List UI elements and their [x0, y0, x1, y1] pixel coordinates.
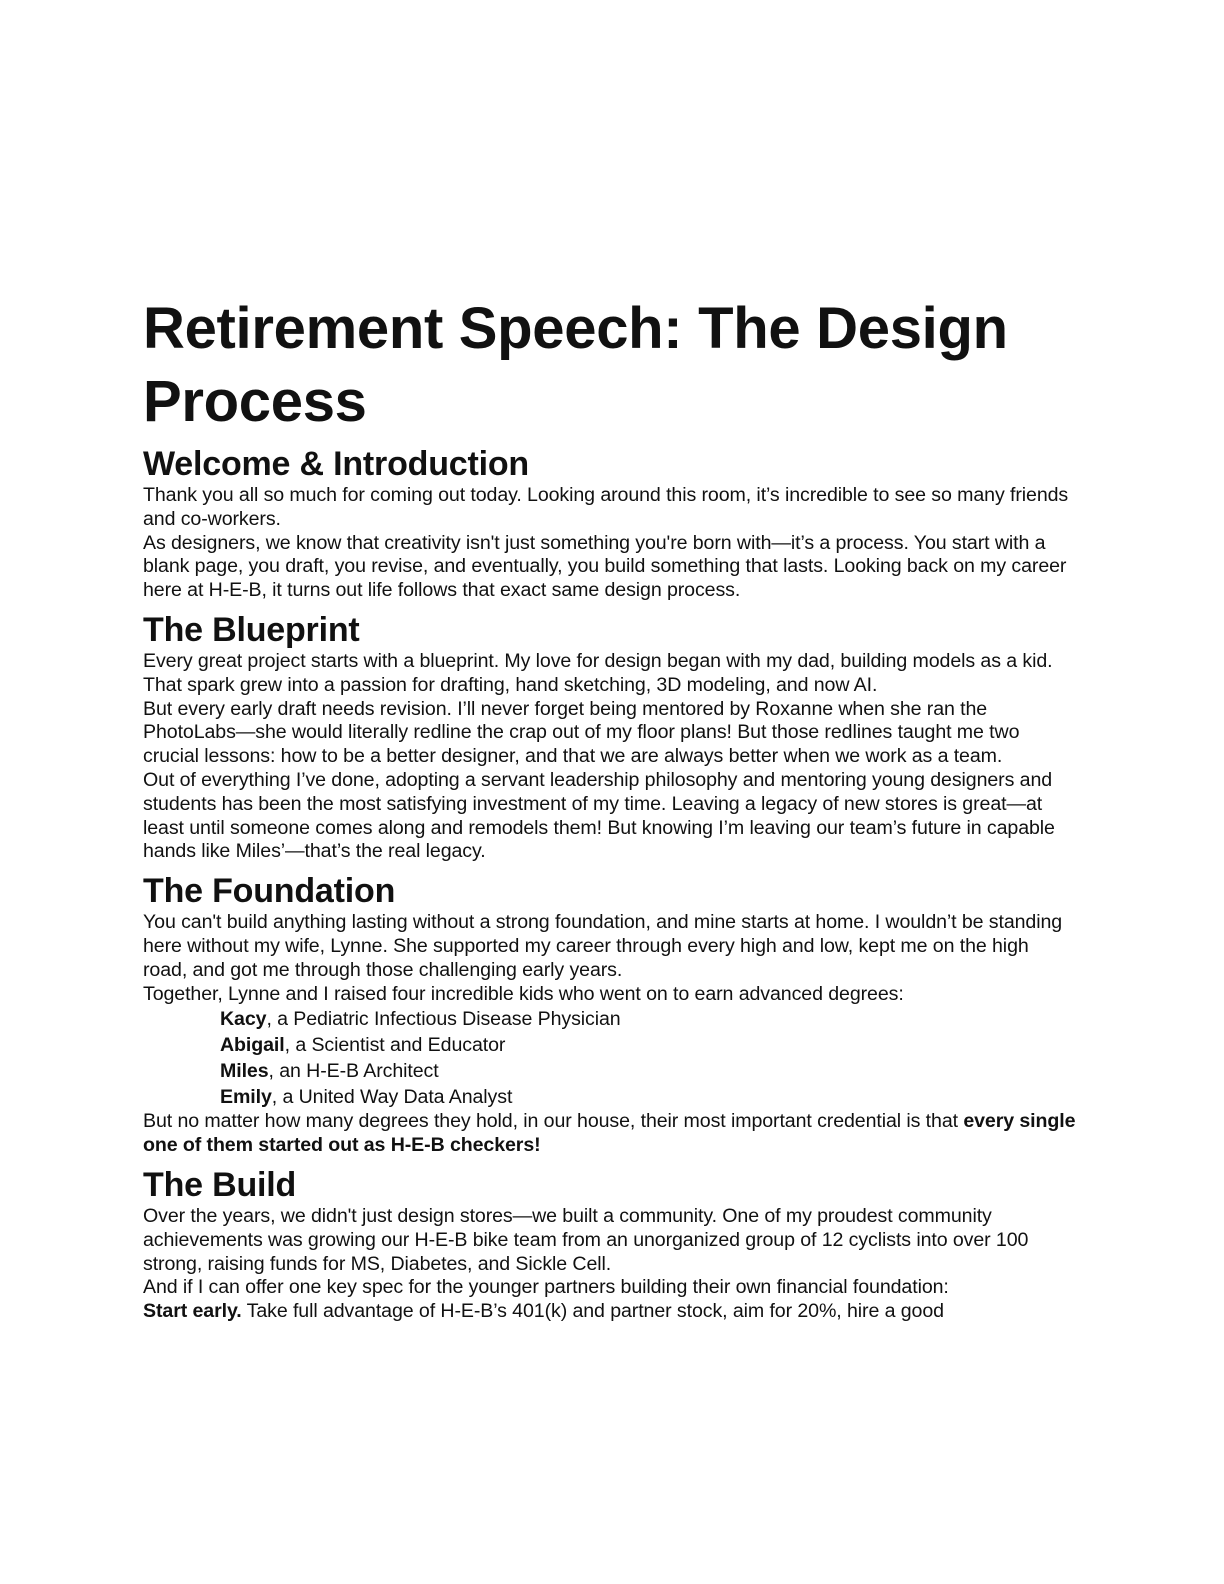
kid-description: , a Scientist and Educator — [284, 1034, 506, 1057]
kids-list — [143, 1006, 1078, 1110]
kid-name: Miles — [220, 1060, 269, 1083]
paragraph-text: But no matter how many degrees they hold, in our house, their most important credential is that — [143, 1110, 964, 1133]
paragraph — [143, 1300, 1078, 1324]
section-foundation — [143, 871, 1078, 1158]
document-page — [143, 292, 1078, 1324]
section-heading-foundation: The Foundation — [143, 872, 396, 911]
section-build — [143, 1165, 1078, 1324]
list-item — [220, 1006, 1078, 1032]
section-heading-welcome: Welcome & Introduction — [143, 445, 529, 483]
paragraph — [143, 1110, 1078, 1158]
list-item — [220, 1058, 1078, 1084]
list-item — [220, 1032, 1078, 1058]
paragraph: Thank you all so much for coming out today. Looking around this room, it’s incredible to see so many friends and co-workers. — [143, 484, 1069, 530]
section-welcome — [143, 444, 1078, 603]
paragraph: As designers, we know that creativity isn't just something you're born with—it’s a process. You start with a blank page, you draft, you revise, and eventually, you build something that lasts. Looking back on my career here at H-E-B, it turns out life follows that exact same design process. — [143, 531, 1067, 602]
paragraph: Together, Lynne and I raised four incredible kids who went on to earn advanced degrees: — [143, 982, 904, 1005]
emphasis-text: Start early. — [143, 1300, 242, 1323]
kid-name: Abigail — [220, 1034, 285, 1057]
paragraph-text: Take full advantage of H-E-B’s 401(k) and partner stock, aim for 20%, hire a good — [241, 1300, 944, 1323]
document-title: Retirement Speech: The Design Process — [143, 296, 1008, 434]
paragraph: Out of everything I’ve done, adopting a servant leadership philosophy and mentoring young designers and students has been the most satisfying investment of my time. Leaving a legacy of new stores is great—at least until someone comes along and remodels them! But knowing I’m leaving our team’s future in capable hands like Miles’—that’s the real legacy. — [143, 768, 1055, 863]
paragraph: You can't build anything lasting without a strong foundation, and mine starts at home. I wouldn’t be standing here without my wife, Lynne. She supported my career through every high and low, kept me on the high road, and got me through those challenging early years. — [143, 911, 1063, 981]
paragraph: Over the years, we didn't just design stores—we built a community. One of my proudest community achievements was growing our H-E-B bike team from an unorganized group of 12 cyclists into over 100 strong, raising funds for MS, Diabetes, and Sickle Cell. — [143, 1204, 1029, 1275]
section-heading-build: The Build — [143, 1165, 297, 1204]
kid-description: , a United Way Data Analyst — [271, 1086, 513, 1109]
emphasis-text: every single one of them started out as H-E-B checkers! — [143, 1110, 1076, 1157]
kid-name: Emily — [220, 1086, 272, 1109]
section-heading-blueprint: The Blueprint — [143, 610, 360, 649]
kid-description: , an H-E-B Architect — [268, 1060, 439, 1083]
kid-description: , a Pediatric Infectious Disease Physician — [266, 1008, 621, 1031]
paragraph: Every great project starts with a blueprint. My love for design began with my dad, building models as a kid. That spark grew into a passion for drafting, hand sketching, 3D modeling, and now AI. — [143, 649, 1053, 696]
paragraph: But every early draft needs revision. I’ll never forget being mentored by Roxanne when she ran the PhotoLabs—she would literally redline the crap out of my floor plans! But those redlines taught me two crucial lessons: how to be a better designer, and that we are always better when we work as a team. — [143, 697, 1020, 768]
kid-name: Kacy — [220, 1008, 267, 1031]
list-item — [220, 1084, 1078, 1110]
section-blueprint — [143, 610, 1078, 864]
paragraph: And if I can offer one key spec for the younger partners building their own financial foundation: — [143, 1276, 949, 1299]
